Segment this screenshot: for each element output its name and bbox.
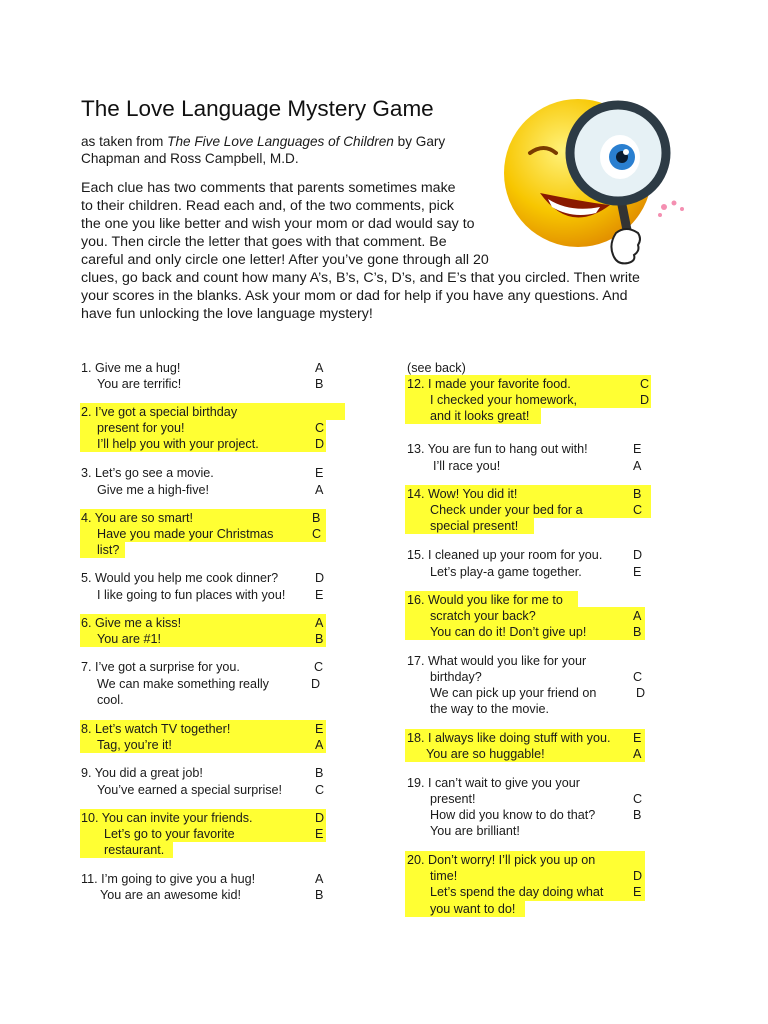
clue-2-letter-a[interactable]: C bbox=[315, 421, 325, 435]
clue-5-letter-b[interactable]: E bbox=[315, 588, 324, 602]
clue-7-letter-b[interactable]: D bbox=[311, 677, 321, 691]
clue-8-letter-b[interactable]: A bbox=[315, 738, 324, 752]
clue-4-line2: Have you made your Christmas bbox=[97, 527, 274, 541]
clue-7-letter-a[interactable]: C bbox=[314, 660, 324, 674]
clue-9-letter-b[interactable]: C bbox=[315, 783, 325, 797]
intro-authors: Chapman and Ross Campbell, M.D. bbox=[81, 150, 299, 166]
intro-prefix: as taken from bbox=[81, 134, 168, 149]
clue-16-line3: You can do it! Don’t give up! bbox=[430, 625, 587, 639]
clue-17-line3: We can pick up your friend on bbox=[430, 686, 597, 700]
clue-10-line3: restaurant. bbox=[104, 843, 165, 857]
clue-1-letter-b[interactable]: B bbox=[315, 377, 324, 391]
clue-11-line1: 11. I’m going to give you a hug! bbox=[81, 872, 256, 886]
clue-17-letter-b[interactable]: D bbox=[636, 686, 646, 700]
instruction-line: you. Then circle the letter that goes with that comment. Be bbox=[81, 234, 447, 250]
clue-12-letter-a[interactable]: C bbox=[640, 377, 650, 391]
clue-2-letter-b[interactable]: D bbox=[315, 437, 325, 451]
instruction-line: to their children. Read each and, of the two comments, pick bbox=[81, 198, 455, 214]
clue-14-letter-a[interactable]: B bbox=[633, 487, 642, 501]
instruction-line: careful and only circle one letter! After you’ve gone through all 20 bbox=[81, 252, 489, 268]
clue-14-line1: 14. Wow! You did it! bbox=[407, 487, 518, 501]
source-attribution bbox=[81, 134, 481, 167]
intro-suffix: by Gary bbox=[393, 134, 446, 149]
clue-19-letter-b[interactable]: B bbox=[633, 808, 642, 822]
clue-12-line3: and it looks great! bbox=[430, 409, 530, 423]
glove-hand-icon bbox=[611, 229, 640, 263]
clue-15-letter-a[interactable]: D bbox=[633, 548, 643, 562]
clue-20-line1: 20. Don’t worry! I’ll pick you up on bbox=[407, 853, 596, 867]
clue-19-letter-a[interactable]: C bbox=[633, 792, 643, 806]
clue-3-letter-a[interactable]: E bbox=[315, 466, 324, 480]
instruction-line: Each clue has two comments that parents sometimes make bbox=[81, 180, 456, 196]
clue-1-letter-a[interactable]: A bbox=[315, 361, 324, 375]
clue-4-letter-b[interactable]: C bbox=[312, 527, 322, 541]
clue-9-line1: 9. You did a great job! bbox=[81, 766, 203, 780]
clue-20-line3: Let’s spend the day doing what bbox=[430, 885, 604, 899]
clue-16-line2: scratch your back? bbox=[430, 609, 536, 623]
clue-1-line1: 1. Give me a hug! bbox=[81, 361, 181, 375]
clue-16-letter-a[interactable]: A bbox=[633, 609, 642, 623]
clue-16-letter-b[interactable]: B bbox=[633, 625, 642, 639]
clue-2-line1: 2. I’ve got a special birthday bbox=[81, 405, 238, 419]
clue-15-line2: Let’s play-a game together. bbox=[430, 565, 582, 579]
clue-5-line2: I like going to fun places with you! bbox=[97, 588, 286, 602]
clue-4-letter-a[interactable]: B bbox=[312, 511, 321, 525]
clue-2-line2: present for you! bbox=[97, 421, 185, 435]
clue-2-line3: I’ll help you with your project. bbox=[97, 437, 259, 451]
clue-18-line2: You are so huggable! bbox=[426, 747, 545, 761]
clue-13-line1: 13. You are fun to hang out with! bbox=[407, 442, 588, 456]
book-title: The Five Love Languages of Children bbox=[167, 134, 394, 149]
page-title: The Love Language Mystery Game bbox=[81, 96, 434, 121]
clue-7-line3: cool. bbox=[97, 693, 124, 707]
clue-13-letter-b[interactable]: A bbox=[633, 459, 642, 473]
clue-8-letter-a[interactable]: E bbox=[315, 722, 324, 736]
clue-6-line2: You are #1! bbox=[97, 632, 161, 646]
clue-7-line2: We can make something really bbox=[97, 677, 269, 691]
clue-10-letter-a[interactable]: D bbox=[315, 811, 325, 825]
clue-17-line2: birthday? bbox=[430, 670, 482, 684]
clue-3-line1: 3. Let’s go see a movie. bbox=[81, 466, 214, 480]
clue-12-line2: I checked your homework, bbox=[430, 393, 577, 407]
clue-19-line1: 19. I can’t wait to give you your bbox=[407, 776, 580, 790]
clue-20-letter-a[interactable]: D bbox=[633, 869, 643, 883]
clue-10-letter-b[interactable]: E bbox=[315, 827, 324, 841]
clue-3-letter-b[interactable]: A bbox=[315, 483, 324, 497]
clue-20-line2: time! bbox=[430, 869, 458, 883]
instruction-line: have fun unlocking the love language mystery! bbox=[81, 306, 373, 322]
clue-11-letter-a[interactable]: A bbox=[315, 872, 324, 886]
clue-9-letter-a[interactable]: B bbox=[315, 766, 324, 780]
clue-8-line1: 8. Let’s watch TV together! bbox=[81, 722, 231, 736]
clue-17-letter-a[interactable]: C bbox=[633, 670, 643, 684]
clue-9-line2: You’ve earned a special surprise! bbox=[97, 783, 283, 797]
clue-6-letter-a[interactable]: A bbox=[315, 616, 324, 630]
clue-14-letter-b[interactable]: C bbox=[633, 503, 643, 517]
see-back-note: (see back) bbox=[407, 361, 466, 375]
clue-18-line1: 18. I always like doing stuff with you. bbox=[407, 731, 611, 745]
clue-6-line1: 6. Give me a kiss! bbox=[81, 616, 182, 630]
clue-18-letter-a[interactable]: E bbox=[633, 731, 642, 745]
clue-16-line1: 16. Would you like for me to bbox=[407, 593, 563, 607]
clue-1-line2: You are terrific! bbox=[97, 377, 182, 391]
clue-20-line4: you want to do! bbox=[430, 902, 516, 916]
clue-18-letter-b[interactable]: A bbox=[633, 747, 642, 761]
clue-6-letter-b[interactable]: B bbox=[315, 632, 324, 646]
clue-13-line2: I’ll race you! bbox=[433, 459, 501, 473]
clue-11-letter-b[interactable]: B bbox=[315, 888, 324, 902]
clue-4-line3: list? bbox=[97, 543, 120, 557]
clue-10-line1: 10. You can invite your friends. bbox=[81, 811, 253, 825]
clue-4-line1: 4. You are so smart! bbox=[81, 511, 194, 525]
instruction-line: clues, go back and count how many A’s, B’s, C’s, D’s, and E’s that you circled. Then write bbox=[81, 270, 640, 286]
clue-12-letter-b[interactable]: D bbox=[640, 393, 650, 407]
clue-10-line2: Let’s go to your favorite bbox=[104, 827, 235, 841]
clue-20-letter-b[interactable]: E bbox=[633, 885, 642, 899]
smiley-magnifier-illustration bbox=[500, 95, 690, 275]
clue-8-line2: Tag, you’re it! bbox=[97, 738, 172, 752]
instruction-line: the one you like better and wish your mom or dad would say to bbox=[81, 216, 475, 232]
clue-17-line4: the way to the movie. bbox=[430, 702, 550, 716]
clue-11-line2: You are an awesome kid! bbox=[100, 888, 241, 902]
clue-13-letter-a[interactable]: E bbox=[633, 442, 642, 456]
clue-7-line1: 7. I’ve got a surprise for you. bbox=[81, 660, 240, 674]
clue-19-line3: How did you know to do that? bbox=[430, 808, 596, 822]
clue-19-line2: present! bbox=[430, 792, 476, 806]
clue-17-line1: 17. What would you like for your bbox=[407, 654, 587, 668]
clue-5-line1: 5. Would you help me cook dinner? bbox=[81, 571, 279, 585]
clue-19-line4: You are brilliant! bbox=[430, 824, 520, 838]
clue-15-line1: 15. I cleaned up your room for you. bbox=[407, 548, 603, 562]
clue-14-line3: special present! bbox=[430, 519, 519, 533]
clue-3-line2: Give me a high-five! bbox=[97, 483, 209, 497]
clue-5-letter-a[interactable]: D bbox=[315, 571, 325, 585]
clue-12-line1: 12. I made your favorite food. bbox=[407, 377, 571, 391]
clue-14-line2: Check under your bed for a bbox=[430, 503, 583, 517]
instruction-line: your scores in the blanks. Ask your mom or dad for help if you have any questions. And bbox=[81, 288, 628, 304]
clue-15-letter-b[interactable]: E bbox=[633, 565, 642, 579]
